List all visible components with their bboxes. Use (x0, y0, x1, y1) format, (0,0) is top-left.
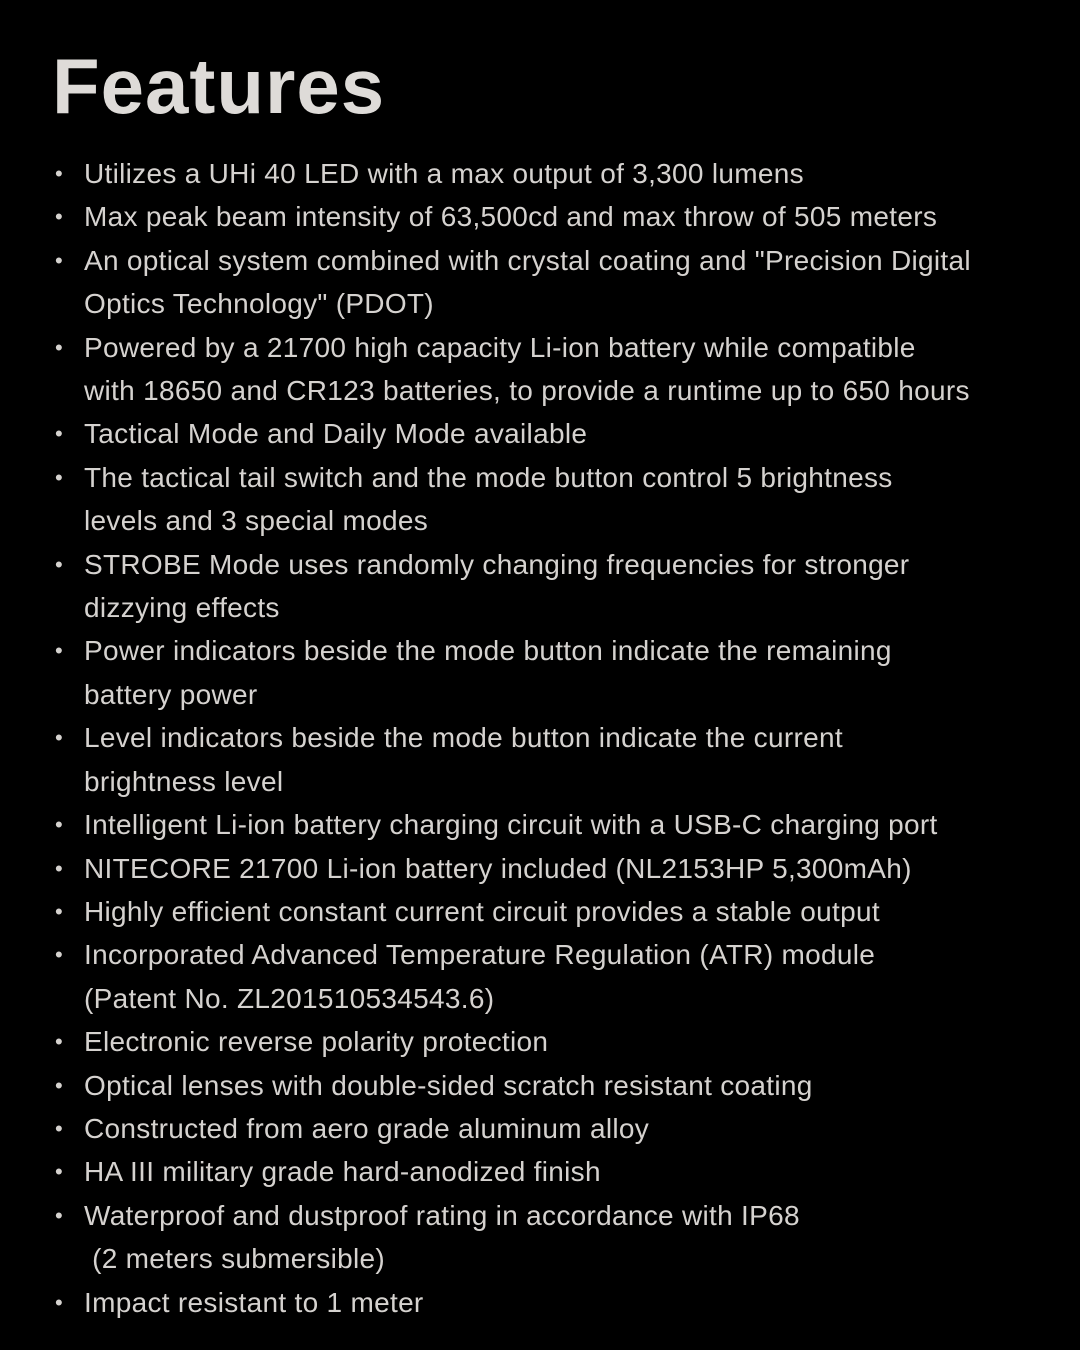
feature-item (54, 326, 1040, 413)
bullet-icon: • (55, 942, 63, 968)
bullet-icon: • (55, 1289, 63, 1315)
feature-item (54, 1281, 1040, 1324)
feature-text: An optical system combined with crystal coating and "Precision Digital Optics Technology" (PDOT) (84, 244, 971, 320)
feature-text: Incorporated Advanced Temperature Regulation (ATR) module (Patent No. ZL201510534543.6) (84, 939, 876, 1014)
feature-item (54, 195, 1040, 238)
bullet-icon: • (55, 1202, 63, 1228)
feature-item (54, 239, 1040, 326)
feature-item (54, 152, 1040, 195)
feature-item (54, 803, 1040, 846)
feature-text: Powered by a 21700 high capacity Li-ion battery while compatible with 18650 and CR123 batteries, to provide a runtime up to 650 hours (84, 331, 970, 407)
feature-text: The tactical tail switch and the mode button control 5 brightness levels and 3 special modes (84, 461, 893, 537)
bullet-icon: • (55, 334, 63, 360)
bullet-icon: • (55, 1072, 63, 1098)
feature-text: Highly efficient constant current circuit provides a stable output (84, 895, 880, 927)
page-title: Features (52, 42, 386, 130)
feature-item (54, 847, 1040, 890)
bullet-icon: • (55, 421, 63, 447)
feature-text: NITECORE 21700 Li-ion battery included (NL2153HP 5,300mAh) (84, 852, 912, 884)
feature-item (54, 1020, 1040, 1063)
feature-text: Electronic reverse polarity protection (84, 1026, 549, 1058)
bullet-icon: • (55, 638, 63, 664)
bullet-icon: • (55, 464, 63, 490)
feature-text: HA III military grade hard-anodized finish (84, 1156, 601, 1188)
feature-item (54, 1150, 1040, 1193)
feature-item (54, 716, 1040, 803)
bullet-icon: • (55, 898, 63, 924)
feature-text: Power indicators beside the mode button indicate the remaining battery power (84, 635, 892, 710)
feature-text: Level indicators beside the mode button indicate the current brightness level (84, 722, 843, 797)
feature-item (54, 890, 1040, 933)
bullet-icon: • (55, 204, 63, 230)
feature-item (54, 456, 1040, 543)
bullet-icon: • (55, 161, 63, 186)
feature-text: Optical lenses with double-sided scratch resistant coating (84, 1069, 813, 1101)
bullet-icon: • (55, 725, 63, 751)
feature-item (54, 1107, 1040, 1150)
feature-text: STROBE Mode uses randomly changing frequencies for stronger dizzying effects (84, 548, 910, 624)
feature-item (54, 1064, 1040, 1107)
feature-text: Constructed from aero grade aluminum alloy (84, 1112, 650, 1144)
feature-item (54, 1194, 1040, 1281)
feature-item (54, 629, 1040, 716)
feature-item (54, 412, 1040, 455)
features-list (50, 152, 1040, 1324)
bullet-icon: • (55, 1159, 63, 1185)
feature-text: Max peak beam intensity of 63,500cd and max throw of 505 meters (84, 201, 938, 233)
feature-text: Impact resistant to 1 meter (84, 1286, 424, 1318)
bullet-icon: • (55, 812, 63, 838)
feature-item (54, 933, 1040, 1020)
bullet-icon: • (55, 247, 63, 273)
bullet-icon: • (55, 855, 63, 881)
bullet-icon: • (55, 551, 63, 577)
feature-text: Tactical Mode and Daily Mode available (84, 418, 588, 450)
feature-text: Utilizes a UHi 40 LED with a max output of 3,300 lumens (84, 158, 804, 189)
bullet-icon: • (55, 1029, 63, 1055)
bullet-icon: • (55, 1115, 63, 1141)
feature-item (54, 543, 1040, 630)
feature-text: Intelligent Li-ion battery charging circuit with a USB-C charging port (84, 809, 938, 841)
feature-text: Waterproof and dustproof rating in accordance with IP68 (2 meters submersible) (84, 1199, 800, 1275)
